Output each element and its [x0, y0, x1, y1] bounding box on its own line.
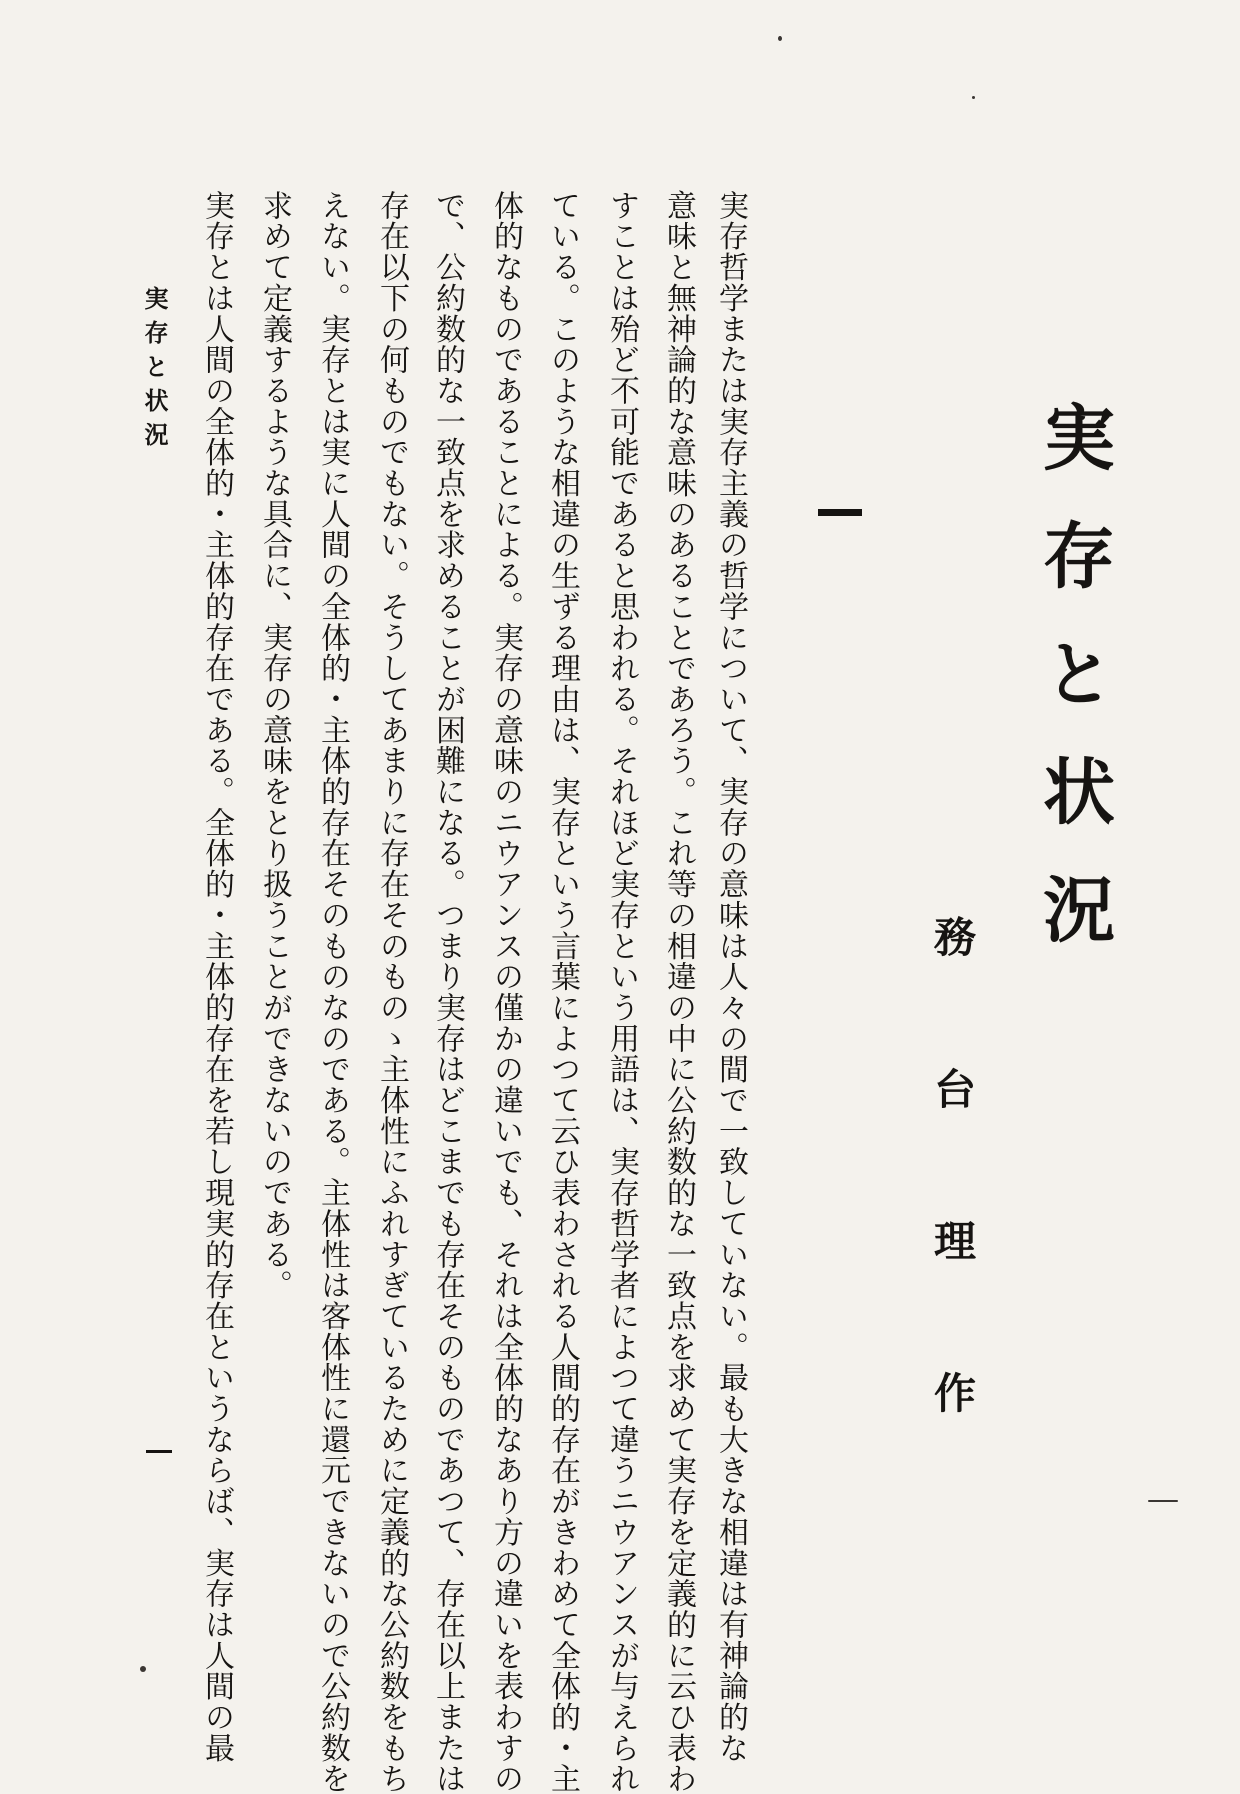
article-title: 実存と状況 [1031, 400, 1116, 990]
author-char: 台 [933, 1065, 976, 1114]
page-number [146, 1450, 172, 1453]
running-head: 実存と状況 [140, 286, 169, 456]
section-numeral [818, 509, 862, 516]
author-char: 理 [933, 1217, 976, 1266]
author-char: 作 [933, 1369, 976, 1418]
body-line: 実存とは人間の全体的・主体的存在である。全体的・主体的存在を若し現実的存在というならば、実存は人間の最 [199, 190, 234, 1764]
body-line: 求めて定義するような具合に、実存の意味をとり扱うことができないのである。 [257, 190, 292, 1301]
body-line: 実存哲学または実存主義の哲学について、実存の意味は人々の間で一致していない。最も大きな相違は有神論的な [713, 190, 748, 1764]
body-line: 体的なものであることによる。実存の意味のニウアンスの僅かの違いでも、それは全体的なあり方の違いを表わすの [488, 190, 523, 1794]
body-line: 意味と無神論的な意味のあることであろう。これ等の相違の中に公約数的な一致点を求めて実存を定義的に云ひ表わ [661, 190, 696, 1794]
body-line: で、公約数的な一致点を求めることが困難になる。つまり実存はどこまでも存在そのものであつて、存在以上または [430, 190, 465, 1794]
page-speck [778, 36, 782, 41]
body-line: 存在以下の何ものでもない。そうしてあまりに存在そのものゝ主体性にふれすぎているために定義的な公約数をもち [374, 190, 409, 1794]
body-line: すことは殆ど不可能であると思われる。それほど実存という用語は、実存哲学者によつて違うニウアンスが与えられ [604, 190, 639, 1794]
page-speck [972, 96, 975, 99]
body-line: えない。実存とは実に人間の全体的・主体的存在そのものなのである。主体性は客体性に還元できないので公約数を [315, 190, 350, 1794]
page-speck [1148, 1500, 1178, 1502]
page-speck [140, 1666, 146, 1672]
body-line: ている。このような相違の生ずる理由は、実存という言葉によつて云ひ表わされる人間的存在がきわめて全体的・主 [545, 190, 580, 1794]
author-char: 務 [933, 913, 976, 962]
